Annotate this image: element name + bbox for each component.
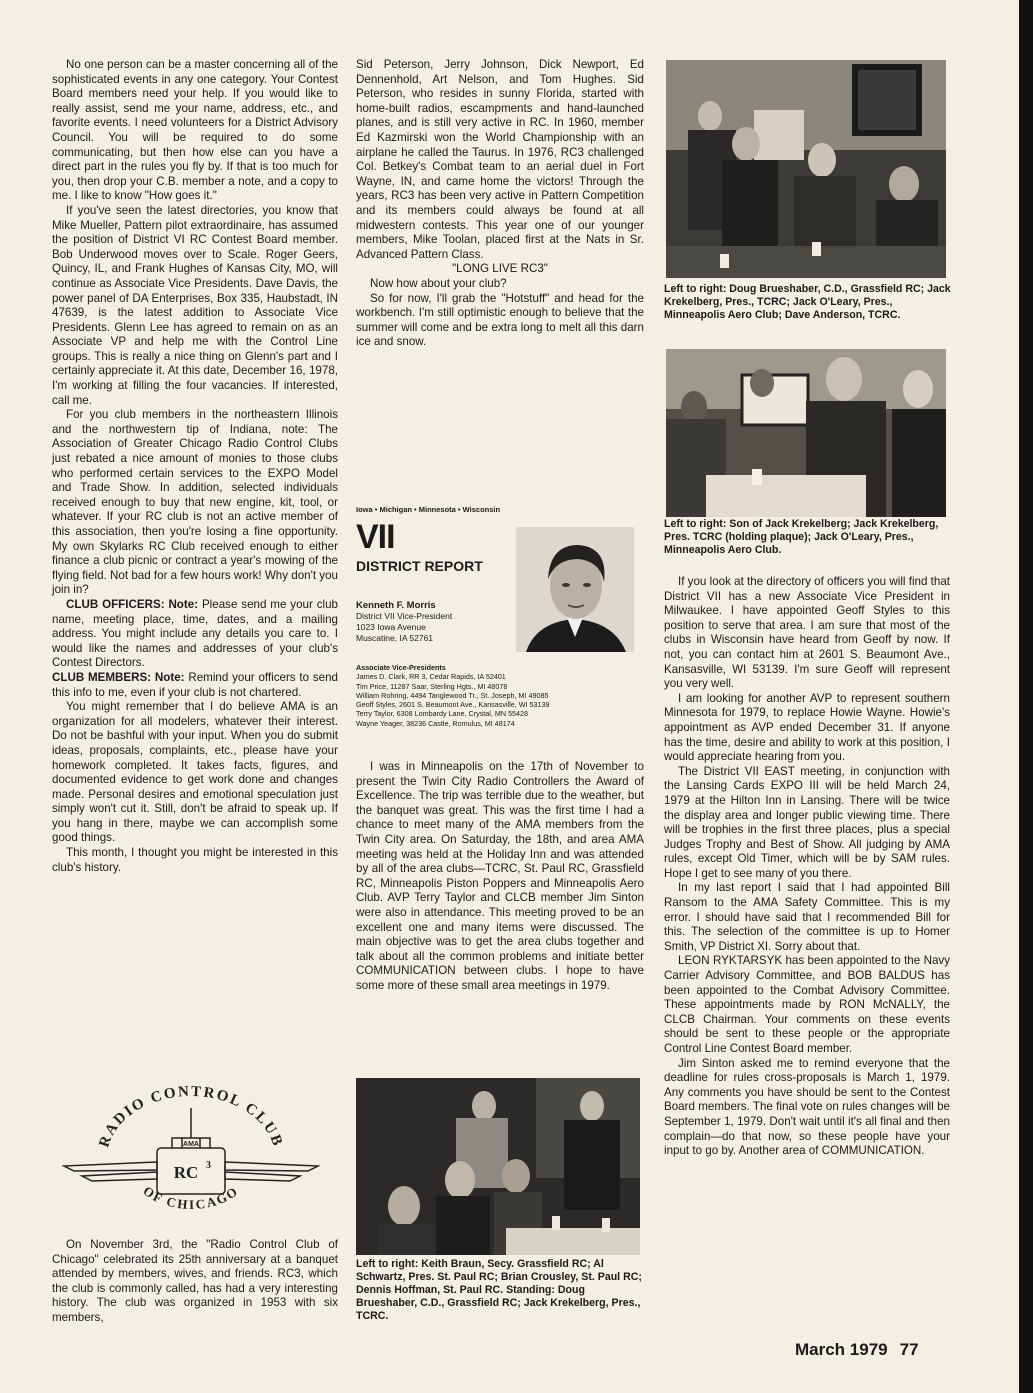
logo-badge-text: AMA: [183, 1141, 199, 1148]
logo-bottom-text: OF CHICAGO: [140, 1182, 242, 1213]
paragraph: So for now, I'll grab the "Hotstuff" and head for the workbench. I'm still optimistic enough to believe that the summer will come and be extra long to melt all this darn ice and snow.: [356, 291, 644, 349]
avp-line: Tim Price, 11287 Saar, Sterling Hgts., MI 48078: [356, 681, 508, 691]
vp-line: District VII Vice-President: [356, 611, 453, 621]
district-states: Iowa • Michigan • Minnesota • Wisconsin: [356, 505, 501, 514]
paragraph: Now how about your club?: [370, 276, 507, 290]
page-edge: [1019, 0, 1033, 1393]
column-2: [356, 58, 644, 350]
photo-2-caption: Left to right: Son of Jack Krekelberg; Jack Krekelberg, Pres. TCRC (holding plaque); Jack O'Leary, Pres., Minneapolis Aero Club.: [664, 518, 939, 556]
district-report-header: [356, 505, 646, 728]
paragraph: I was in Minneapolis on the 17th of November to present the Twin City Radio Controllers the Award of Excellence. The trip was terrible due to the weather, but the banquet was great. This was the first time I had a chance to meet many of the AMA members from the Twin City area. On Saturday, the 18th, and area AMA meeting was held at the Holiday Inn and was attended by all of the area clubs—TCRC, St. Paul RC, Grassfield RC, Minneapolis Piston Poppers and Minneapolis Aero Club. AVP Terry Taylor and CLCB member Jim Sinton were also in attendance. This meeting proved to be an excellent one and many items were discussed. The main objective was to get the area clubs together and talk about all the common problems and initiate better COMMUNICATION between clubs. I hope to have some more of these small area meetings in 1979.: [356, 760, 644, 992]
avp-line: Wayne Yeager, 38236 Castle, Romulus, MI 48174: [356, 718, 515, 728]
meeting-photo-1: [666, 60, 946, 278]
avp-heading: Associate Vice-Presidents: [356, 663, 446, 672]
vp-line: 1023 Iowa Avenue: [356, 622, 426, 632]
meeting-photo-2: [666, 349, 946, 517]
club-members-paragraph: [52, 671, 338, 700]
paragraph: If you look at the directory of officers you will find that District VII has a new Associate Vice President in Milwaukee. I have appointed Geoff Styles to this position to serve that area. I am sure that most of the clubs in Wisconsin have heard from Geoff by now. If not, you can contact him at 2601 S. Beaumont Ave., Kansasville, WI 53139. I'm sure Geoff will represent you very well.: [664, 575, 950, 691]
avp-line: Geoff Styles, 2601 S. Beaumont Ave., Kansasville, WI 53139: [356, 700, 550, 710]
page-number: 77: [899, 1340, 919, 1359]
column-1-end: [52, 1238, 338, 1326]
paragraph: On November 3rd, the "Radio Control Club of Chicago" celebrated its 25th anniversary at a banquet attended by members, wives, and friends. RC3, which the club is commonly called, has had a very interesting history. The club was organized in 1953 with six members,: [52, 1238, 338, 1324]
paragraph: If you've seen the latest directories, you know that Mike Mueller, Pattern pilot extraordinaire, has assumed the position of District VI RC Contest Board member. Bob Underwood moves over to Scale. Roger Geers, Quincy, IL, and Frank Hughes of Kansas City, MO, will continue as Associate Vice Presidents. Dave Davis, the power panel of DA Enterprises, Box 335, Haubstadt, IN 47639, is the latest addition to Associate Vice Presidents. Glenn Lee has agreed to remain on as an Associate VP and help me with the Control Line groups. This is really a nice thing on Glenn's part and I certainly appreciate it. At this date, December 16, 1978, I'm working at filling the four vacancies. If interested, call me.: [52, 203, 338, 407]
paragraph: I am looking for another AVP to represent southern Minnesota for 1979, to replace Howie Wayne. Howie's appointment as AVP ended December 31. If anyone has the time, desire and ability to work at this position, I would appreciate hearing from you.: [664, 691, 950, 764]
paragraph: The District VII EAST meeting, in conjunction with the Lansing Cards EXPO III will be held March 24, 1979 at the Hilton Inn in Lansing. There will be twice the display area and longer public viewing time. There will be trophies in the first three places, plus a special Judges Trophy and Best of Show. All judging by AMA rules, except Old Timer, which will be by SAM rules. Hope I get to see many of you there.: [664, 764, 950, 880]
photo-1-caption: Left to right: Doug Brueshaber, C.D., Grassfield RC; Jack Krekelberg, Pres., TCRC; Jack O'Leary, Pres., Minneapolis Aero Club; Dave Anderson, TCRC.: [664, 283, 951, 321]
vp-name: Kenneth F. Morris: [356, 600, 436, 611]
paragraph: No one person can be a master concerning all of the sophisticated events in any one category. Your Contest Board members need your help. If you would like to really assist, send me your name, address, etc., and favorite events. I need volunteers for a District Advisory Council. You will be required to do some communicating, but then how else can you have a direct part in the rules you fly by. If that is too much for you, then drop your C.B. member a note, and a copy to me. I like to know "How goes it.": [52, 58, 338, 203]
club-members-label: CLUB MEMBERS: Note:: [52, 670, 185, 684]
paragraph: LEON RYKTARSYK has been appointed to the Navy Carrier Advisory Committee, and BOB BALDUS has been appointed to the Combat Advisory Committee. These appointments made by RON McNALLY, the CLCB Chairman. Your comments on these events should be sent to these people or the appropriate Control Line Contest Board member.: [664, 954, 950, 1055]
avp-line: James D. Clark, RR 3, Cedar Rapids, IA 52401: [356, 672, 506, 682]
vp-portrait-photo: [516, 527, 634, 652]
logo-center-text: RC: [173, 1163, 199, 1182]
meeting-photo-3: [356, 1078, 640, 1255]
club-officers-text: Please send me your club name, meeting place, time, dates, and a mailing address. You might include any details you care to. I would like the names and addresses of your club's Contest Directors.: [52, 597, 338, 670]
column-2-lower: [356, 760, 644, 994]
club-officers-label: CLUB OFFICERS: Note:: [66, 597, 199, 611]
vp-contact: [356, 600, 452, 644]
photo-3-caption: Left to right: Keith Braun, Secy. Grassfield RC; Al Schwartz, Pres. St. Paul RC; Brian Crousley, St. Paul RC; Dennis Hoffman, St. Paul RC. Standing: Doug Brueshaber, C.D., Grassfield RC; Jack Krekelberg, Pres., TCRC.: [356, 1258, 642, 1322]
logo-center-sup: 3: [206, 1160, 211, 1171]
column-3: [664, 575, 950, 1159]
paragraph: You might remember that I do believe AMA is an organization for all modelers, whatever their interest. Do not be bashful with your input. When you do submit ideas, proposals, complaints, etc., please have your homework completed. It takes facts, figures, and documented evidence to get work done and changes made. Personal desires and emotional speculation just simply won't cut it. Still, don't be afraid to speak up. If you hang in there, maybe we can accomplish some good things.: [52, 700, 338, 845]
avp-line: William Rohring, 4494 Tanglewood Tr., St. Joseph, MI 49085: [356, 690, 549, 700]
avp-line: Terry Taylor, 6308 Lombardy Lane, Crystal, MN 55428: [356, 709, 529, 719]
paragraph: Sid Peterson, Jerry Johnson, Dick Newport, Ed Dennenhold, Art Nelson, and Tom Hughes. Sid Peterson, who resides in sunny Florida, started with home-built radios, escampments and hand-launched planes, and is still very active in RC. In 1960, member Ed Kazmirski won the World Championship with an airplane he called the Taurus. In 1976, RC3 challenged Col. Betkey's Combat team to an aerial duel in Fort Wayne, IN, and came home the victors! Through the years, RC3 has been very active in Pattern Competition and its members could always be found at all midwestern contests. This year one of our younger members, Mike Toolan, placed first at the Nats in Sr. Advanced Pattern Class.: [356, 58, 644, 261]
paragraph: In my last report I said that I had appointed Bill Ransom to the AMA Safety Committee. This is my error. I should have said that I recommended Bill for this. The selection of the committee is up to Homer Smith, VP District XI. Sorry about that.: [664, 881, 950, 953]
rc3-club-logo: [62, 1080, 320, 1232]
paragraph: For you club members in the northeastern Illinois and the northwestern tip of Indiana, note: The Association of Greater Chicago Radio Control Clubs just rebated a nice amount of monies to those clubs who performed certain services to the EXPO Model and Trade Show. In addition, selected individuals received enough to buy that new engine, kit, tool, or whatever. If your RC club is not an active member of this association, then you're losing a fine opportunity. My own Skylarks RC Club received enough to either finance a club picnic or contract a year's mowing of the flying field. Not bad for a few hours work! Why don't you join in?: [52, 408, 338, 597]
district-title: DISTRICT REPORT: [356, 558, 483, 574]
avp-list: [356, 663, 646, 728]
paragraph: This month, I thought you might be interested in this club's history.: [52, 846, 338, 874]
footer-month: March 1979: [795, 1340, 888, 1359]
paragraph: Jim Sinton asked me to remind everyone that the deadline for rules cross-proposals is March 1, 1979. Any comments you have should be sent to the Contest Board members. The final vote on rules changes will be September 1, 1979. Don't wait until it's all final and then complain—do that now, so these people have your input to go by. Another area of COMMUNICATION.: [664, 1056, 950, 1158]
page-footer: [795, 1340, 919, 1360]
svg-text:OF CHICAGO: [140, 1183, 241, 1212]
vp-line: Muscatine, IA 52761: [356, 633, 434, 643]
column-1: [52, 58, 338, 875]
club-officers-paragraph: [52, 598, 338, 671]
logo-top-text: RADIO CONTROL CLUB: [96, 1083, 286, 1150]
long-live-heading: "LONG LIVE RC3": [452, 262, 548, 276]
club-members-text: Remind your officers to send this info to me, even if your club is not chartered.: [52, 670, 339, 699]
district-number: VII: [356, 518, 395, 556]
